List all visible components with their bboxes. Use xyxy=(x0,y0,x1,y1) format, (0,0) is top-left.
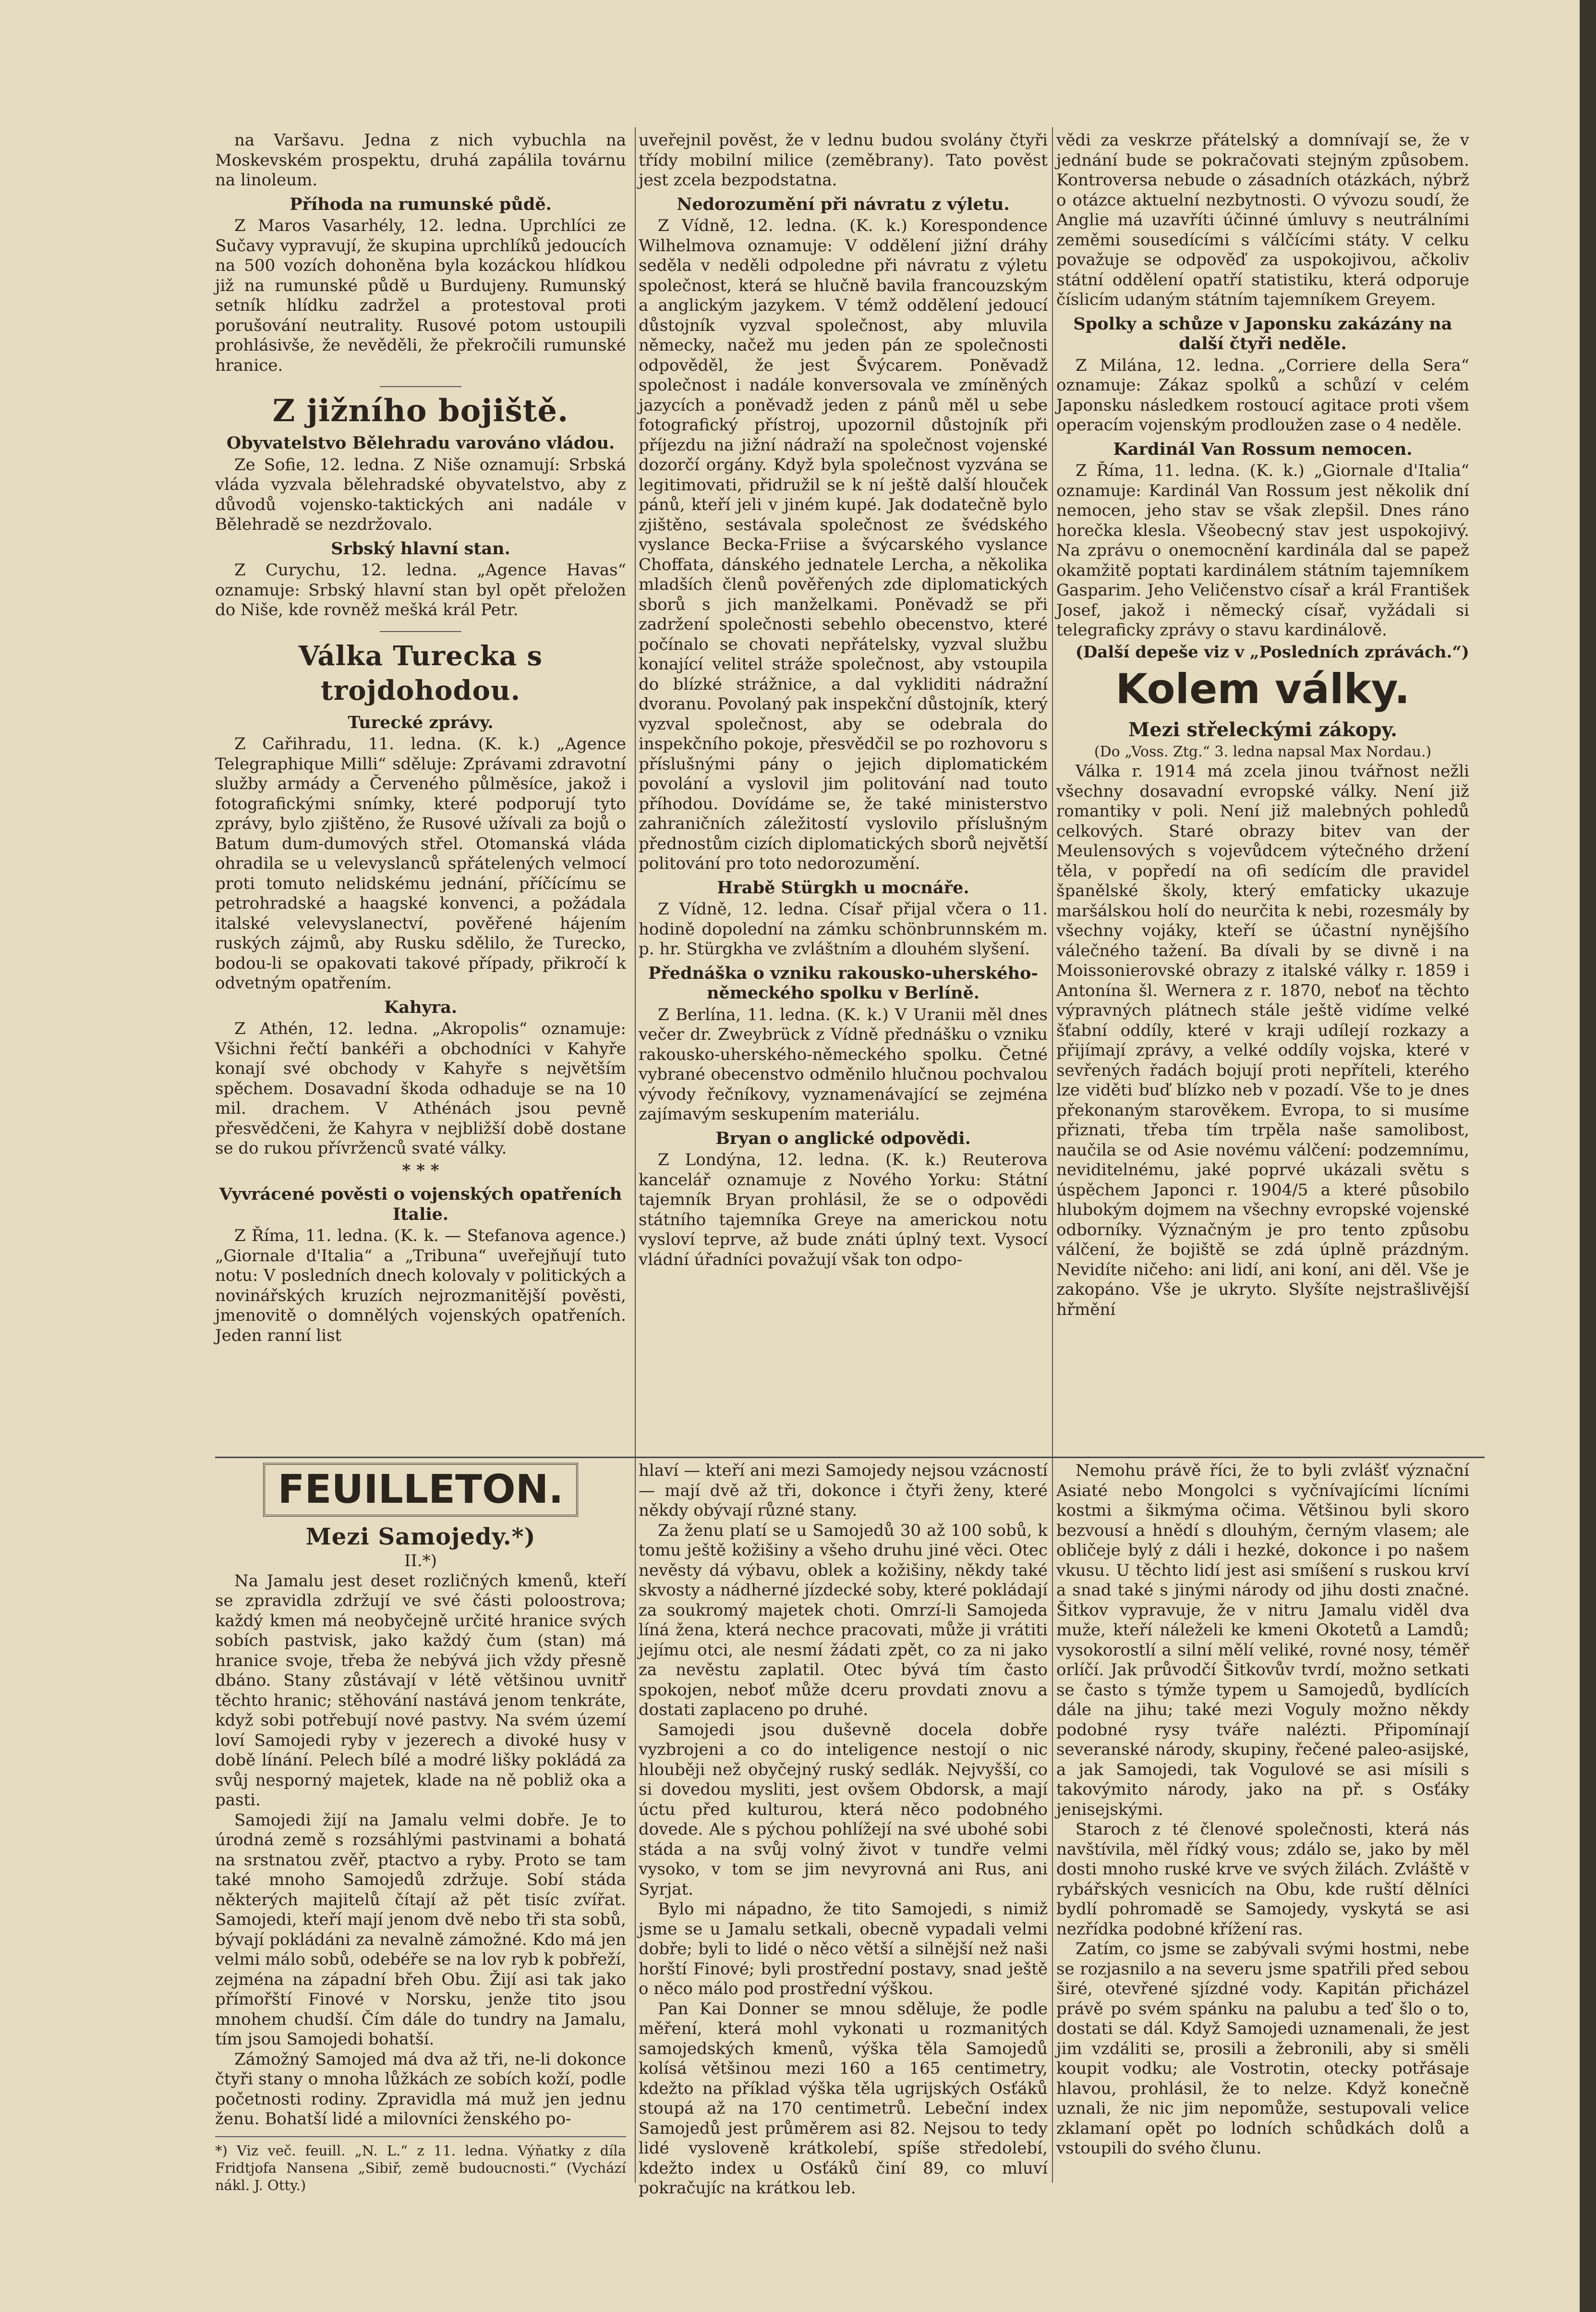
feuilleton-column-1 xyxy=(215,1461,626,2194)
heading-trenches: Mezi střeleckými zákopy. xyxy=(1128,718,1398,741)
feuilleton-paragraph-7: Bylo mi nápadno, že tito Samojedi, s nimiž jsme se u Jamalu setkali, obecně vypadali velmi dobře; byli to lidé o něco větší a silnější než naši horští Finové; byli prostřední postavy, snad ještě o něco málo pod prostřední výškou. xyxy=(639,1899,1048,1998)
divider xyxy=(380,631,461,632)
article-japan-ban: Z Milána, 12. ledna. „Corriere della Sera“ oznamuje: Zákaz spolků a schůzí v celém Japonsku následkem rostoucí agitace proti všem operacím vojenským prodloužen zase o 4 neděle. xyxy=(1056,355,1469,435)
heading-japan-ban: Spolky a schůze v Japonsku zakázány na další čtyři neděle. xyxy=(1073,314,1452,353)
article-trenches: Válka r. 1914 má zcela jinou tvářnost nežli všechny dosavadní evropské války. Není již romantiky v poli. Není již malebných pohledů celkových. Staré obrazy bitev van der Meulensových s vojevůdcem výtečného držení těla, v popředí na ofi sedícím dle pravidel španělské školy, který emfaticky ukazuje maršálskou holí do neurčita k nebi, rozesmály by všechny vojáky, kteří se účastní nynějšího válečného tažení. Ba dívali by se divně i na Moissonierovské obrazy z italské války r. 1859 i Antonína šl. Wernera z r. 1870, neboť na těchto výpravných plátnech stále ještě vidíme velké šťabní oddíly, které v kraji udílejí rozkazy a přijímají zprávy, a velké oddíly vojska, které v sevřených řadách bojují proti nepříteli, kterého lze viděti buď blízko neb v pozadí. Vše to je dnes překonaným starověkem. Evropa, to si musíme přiznati, třeba tím trpěla naše samolibost, naučila se od Asie novému válčení: podzemnímu, neviditelnému, jaké poprvé ukázali světu s úspěchem Japonci r. 1904/5 a které působilo hlubokým dojmem na všechny evropské vojenské odborníky. Význačným je pro tento způsobu válčení, že bojiště se zdá úplně prázdným. Nevidíte ničeho: ani lidí, ani koní, ani děl. Vše je zakopáno. Vše je ukryto. Slyšíte nejstrašlivější hřmění xyxy=(1056,762,1469,1319)
heading-cardinal: Kardinál Van Rossum nemocen. xyxy=(1113,439,1413,459)
feuilleton-paragraph-9: Nemohu právě říci, že to byli zvlášť význační Asiaté nebo Mongolci s vyčnívajícími lícními kostmi a šikmýma očima. Většinou byli skoro bezvousí a hnědí s dlouhým, černým vlasem; ale obličeje bylý z dáli i hezké, dokonce i po našem vkusu. U těchto lidí jest asi smíšení s ruskou krví a snad také s jinými národy od jihu dosti značné. Šitkov vypravuje, že v nitru Jamalu viděl dva muže, kteří náleželi ke kmeni Okotetů a Lamdů; vysokorostlí a silní mělí veliké, rovné nosy, téměř orlíčí. Jak průvodčí Šitkovův tvrdí, možno setkati se často s týmže typem u Samojedů, bydlících dále na jihu; také mezi Voguly možno někdy podobné rysy tváře nalézti. Připomínají severanské národy, skupiny, řečené paleo-asijské, a jak Samojedi, tak Vogulové se asi mísili s takovýmito národy, jako na př. s Osťáky jenisejskými. xyxy=(1056,1461,1469,1819)
heading-misunderstanding: Nedorozumění při návratu z výletu. xyxy=(677,194,1010,214)
section-title-southern-front: Z jižního bojiště. xyxy=(272,393,569,429)
feuilleton-paragraph-11: Zatím, co jsme se zabývali svými hostmi, nebe se rozjasnilo a na severu jsme spatřili před sebou širé, otevřené sjízdné vody. Kapitán přicházel právě po svém spánku na palubu a teď šlo o to, dostati se dál. Když Samojedi uznamenali, že jest jim vzdáliti se, prosili a žebronili, aby si směli koupit vodku; ale Vostrotin, otecky potřásaje hlavou, prohlásil, že to nelze. Když konečně uznali, že nic jim nepomůže, sestupovali velice zklamaní opět po lodních schůdkách dolů a vstoupili do svého člunu. xyxy=(1056,1939,1469,2158)
heading-berlin-lecture: Přednáška o vzniku rakousko-uherského-německého spolku v Berlíně. xyxy=(648,963,1038,1003)
column-rule-1 xyxy=(635,127,636,1458)
more-dispatches-note: (Další depeše viz v „Posledních zprávách.“) xyxy=(1075,642,1469,662)
feuilleton-paragraph-6: Samojedi jsou duševně docela dobře vyzbrojeni a co do inteligence nestojí o nic hlouběji než obyčejný ruský sedlák. Nejvyšší, co si dovedou mysliti, jest ovšem Obdorsk, a mají úctu před kulturou, která něco podobného dovede. Ale s pýchou pohlížejí na své ubohé sobi stáda a na svůj volný život v tundře velmi vysoko, v tom se jim nevyrovná ani Rus, ani Syrjat. xyxy=(639,1720,1048,1899)
feuilleton-separator-right xyxy=(1052,1457,1485,1458)
heading-belgrade-warning: Obyvatelstvo Bělehradu varováno vládou. xyxy=(226,433,615,453)
news-column-2 xyxy=(639,131,1048,1270)
section-title-turkey-war: Válka Turecka s trojdohodou. xyxy=(298,640,543,706)
feuilleton-paragraph-4: hlaví — kteří ani mezi Samojedy nejsou vzácností — mají dvě až tři, dokonce i čtyři ženy, které někdy obývají různé stany. xyxy=(639,1461,1048,1520)
article-bryan: Z Londýna, 12. ledna. (K. k.) Reuterova kancelář oznamuje z Nového Yorku: Státní tajemník Bryan prohlásil, že se o odpovědi státního tajemníka Greye na americkou notu vysloví teprve, až bude znáti úplný text. Vysocí vládní úřadníci považují však ton odpo- xyxy=(639,1150,1048,1269)
feuilleton-part: II.*) xyxy=(404,1551,437,1570)
article-berlin-lecture: Z Berlína, 11. ledna. (K. k.) V Uranii měl dnes večer dr. Zweybrück z Vídně přednášku o vzniku rakousko-uherského-německého spolku. Četné vybrané obecenstvo odměnilo hlučnou pochvalou vývody řečníkovy, vyznamenávající se zejména zajímavým seskupením materiálu. xyxy=(639,1005,1048,1124)
heading-romanian-incident: Příhoda na rumunské půdě. xyxy=(290,194,552,214)
heading-italy-rumors: Vyvrácené pověsti o vojenských opatřeních Italie. xyxy=(219,1184,622,1224)
heading-bryan: Bryan o anglické odpovědi. xyxy=(715,1128,971,1148)
feuilleton-rule-2 xyxy=(1052,1458,1053,2183)
section-title-around-war: Kolem války. xyxy=(1115,665,1410,713)
feuilleton-paragraph-1: Na Jamalu jest deset rozličných kmenů, kteří se zpravidla zdržují ve své části poloostrova; každý kmen má neobyčejně určité hranice svých sobích pastvisk, jako každý čum (stan) má hranice svoje, třeba že nebývá jich vždy přesně dbáno. Stany zůstávají v létě většinou uvnitř těchto hranic; stěhování nastává jenom tenkráte, když sobi potřebují nové pastvy. Na svém území loví Samojedi ryby v jezerech a divoké husy v době línání. Pelech bílé a modré lišky pokládá za svůj nesporný majetek, klade na ně pobliž oka a pasti. xyxy=(215,1571,626,1810)
feuilleton-rule-1 xyxy=(635,1458,636,2183)
article-serbian-hq: Z Curychu, 12. ledna. „Agence Havas“ oznamuje: Srbský hlavní stan byl opět přeložen do Niše, kde rovněž mešká král Petr. xyxy=(215,560,626,620)
feuilleton-paragraph-2: Samojedi žijí na Jamalu velmi dobře. Je to úrodná země s rozsáhlými pastvinami a bohatá na srstnatou zvěř, ptactvo a ryby. Proto se tam také mnoho Samojedů zdržuje. Sobí stáda některých majitelů čítají až pět tisíc zvířat. Samojedi, kteří mají jenom dvě nebo tři sta sobů, bývají pokládáni za nevalně zámožné. Kdo má jen velmi málo sobů, odebéře se na lov ryb k pobřeží, zejména na západní břeh Obu. Žijí asi tak jako přímořští Finové v Norsku, jenže tito jsou mnohem chudší. Čím dále do tundry na Jamalu, tím jsou Samojedi bohatší. xyxy=(215,1810,626,2049)
article-belgrade-warning: Ze Sofie, 12. ledna. Z Niše oznamují: Srbská vláda vyzvala bělehradské obyvatelstvo, aby z důvodů vojensko-taktických ani nadále v Bělehradě se nezdržovalo. xyxy=(215,455,626,534)
divider xyxy=(380,386,461,387)
article-cairo: Z Athén, 12. ledna. „Akropolis“ oznamuje: Všichni řečtí bankéři a obchodníci v Kahyře konají své obchody v Kahyře s největším spěchem. Dosavadní škoda odhaduje se na 10 mil. drachem. V Athénách jsou pevně přesvědčeni, že Kahyra v nejbližší době dostane se do rukou přívrženců svaté války. xyxy=(215,1019,626,1158)
column-rule-2 xyxy=(1052,127,1053,1458)
article-romanian-incident: Z Maros Vasarhély, 12. ledna. Uprchlíci ze Sučavy vypravují, že skupina uprchlíků jedoucích na 500 vozích dohoněna byla kozáckou hlídkou již na rumunské půdě u Burdujeny. Rumunský setník hlídku zadržel a protestoval proti porušování neutrality. Rusové potom ustoupili prohlásivše, že nevěděli, že překročili rumunské hranice. xyxy=(215,216,626,375)
feuilleton-paragraph-10: Staroch z té členové společnosti, která nás navštívila, měl řídký vous; zdálo se, jako by měl dosti mnoho ruské krve ve svých žilách. Zvláště v rybářských vesnicích na Obu, kde ruští dělníci bydlí pohromadě se Samojedy, vyskytá se asi nezřídka podobné křížení ras. xyxy=(1056,1820,1469,1939)
feuilleton-paragraph-3: Zámožný Samojed má dva až tři, ne-li dokonce čtyři stany o mnoha lůžkách ze sobích koží, podle početnosti rodiny. Zpravidla má muž jen jednu ženu. Bohatší lidé a milovníci ženského po- xyxy=(215,2049,626,2129)
article-turkish-reports: Z Cařihradu, 11. ledna. (K. k.) „Agence Telegraphique Milli“ sděluje: Zprávami zdravotní služby armády a Červeného půlměsíce, jakož i fotografickými snímky, které podporují tyto zprávy, bylo zjištěno, že Rusové užívali za bojů o Batum dum-dumových střel. Otomanská vláda ohradila se u velevyslanců spřátelených velmocí proti tomuto nelidskému jednání, příčícímu se petrohradské a haagské konvenci, a požádala italské velevyslanectví, pověřené hájením ruských zájmů, aby Rusku sdělilo, že Turecko, bodou-li se opakovati takové případy, přikročí k odvetným opatřením. xyxy=(215,734,626,993)
heading-stuergkh: Hrabě Stürgkh u mocnáře. xyxy=(717,877,969,898)
feuilleton-banner: FEUILLETON. xyxy=(263,1463,578,1517)
feuilleton-paragraph-8: Pan Kai Donner se mnou sděluje, že podle měření, která mohl vykonati u rozmanitých samojedských kmenů, výška těla Samojedů kolísá většinou mezi 160 a 165 centimetry, kdežto na příklad výška těla ugrijských Osťáků stoupá až na 170 centimetrů. Lebeční index Samojedů jest průměrem asi 82. Nejsou to tedy lidé vysloveně krátkolebí, spíše středolebí, kdežto index u Osťáků činí 89, co mluví pokračujíc na krátkou leb. xyxy=(639,1999,1048,2198)
column1-intro: na Varšavu. Jedna z nich vybuchla na Moskevském prospektu, druhá zapálila továrnu na linoleum. xyxy=(215,131,626,190)
feuilleton-separator-left xyxy=(215,1457,1052,1458)
article-stuergkh: Z Vídně, 12. ledna. Císař přijal včera o 11. hodině dopolední na zámku schönbrunnském m. p. hr. Stürgkha ve zvláštním a dlouhém slyšení. xyxy=(639,900,1048,959)
feuilleton-footnote: *) Viz več. feuill. „N. L.“ z 11. ledna. Výňatky z díla Fridtjofa Nansena „Sibiř, země budoucnosti.“ (Vychází nákl. J. Otty.) xyxy=(215,2136,626,2194)
feuilleton-paragraph-5: Za ženu platí se u Samojedů 30 až 100 sobů, k tomu ještě kožišiny a všeho druhu jiné věci. Otec nevěsty dá výbavu, oblek a kožišiny, někdy také skvosty a nádherné jízdecké soby, které pokládají za soukromý majetek choti. Omrzí-li Samojeda líná žena, která nechce pracovati, může ji vrátiti jejímu otci, ale nesmí žádati zpět, co za ni jako za nevěstu zaplatil. Otec bývá tím často spokojen, neboť může dceru provdati znovu a dostati zaplaceno po druhé. xyxy=(639,1521,1048,1719)
feuilleton-column-3 xyxy=(1056,1461,1469,2159)
column2-intro: uveřejnil pověst, že v lednu budou svolány čtyři třídy mobilní milice (zeměbrany). Tato pověst jest zcela bezpodstatna. xyxy=(639,131,1048,190)
news-column-3 xyxy=(1056,131,1469,1320)
article-cardinal: Z Říma, 11. ledna. (K. k.) „Giornale d'Italia“ oznamuje: Kardinál Van Rossum jest několik dní nemocen, jeho stav se však zlepšil. Dnes ráno horečka klesla. Všeobecný stav jest uspokojivý. Na zprávu o onemocnění kardinála dal se papež okamžitě poptati kardinálem státním tajemníkem Gasparim. Jeho Veličenstvo císař a král František Josef, jakož i německý císař, vyžádali si telegraficky zprávy o stavu kardinálově. xyxy=(1056,461,1469,640)
heading-cairo: Kahyra. xyxy=(384,997,458,1017)
heading-turkish-reports: Turecké zprávy. xyxy=(348,712,494,732)
page-edge xyxy=(1580,0,1596,2312)
heading-serbian-hq: Srbský hlavní stan. xyxy=(331,538,510,559)
feuilleton-column-2 xyxy=(639,1461,1048,2199)
article-misunderstanding: Z Vídně, 12. ledna. (K. k.) Korespondence Wilhelmova oznamuje: V oddělení jižní dráhy seděla v neděli odpoledne při návratu z výletu společnost, která se hlučně bavila francouzským a anglickým jazykem. V témž oddělení jedoucí důstojník vyzval společnost, aby mluvila německy, načež mu jeden pán ze společnosti odpověděl, že jest Švýcarem. Poněvadž společnost i nadále konversovala ve zmíněných jazycích a poněvadž jeden z pánů měl u sebe fotografický přístroj, upozornil důstojník při příjezdu na jižní nádraží na společnost vojenské dozorčí orgány. Když byla společnost vyzvána se legitimovati, přidružil se k ní ještě další hlouček pánů, kteří jeli v jiném kupé. Jak dodatečně bylo zjištěno, sestávala společnost ze švédského vyslance Becka-Friise a švýcarského vyslance Choffata, dánského jednatele Lercha, a několika mladších členů pověřených zde diplomatických sborů s jich manželkami. Poněvadž se při zadržení společnosti sebehlo obecenstvo, které počínalo se chovati nepřátelsky, vyzval službu konající velitel stráže společnost, aby vstoupila do blízké strážnice, a dal vykliditi nádražní dvoranu. Povolaný pak inspekční důstojník, který vyzval společnost, aby se odebrala do inspekčního pokoje, přesvědčil se po rozhovoru s příslušnými pány o jejich diplomatickém povolání a vyslovil jim politování nad touto příhodou. Dovídáme se, že také ministerstvo zahraničních záležitostí vyslovilo příslušným přednostům cizích diplomatických sborů největší politování pro toto nedorozumění. xyxy=(639,216,1048,873)
article-italy-rumors: Z Říma, 11. ledna. (K. k. — Stefanova agence.) „Giornale d'Italia“ a „Tribuna“ uveřejňují tuto notu: V posledních dnech kolovaly v politických a novinářských kruzích nejrozmanitější pověsti, jmenovitě o domnělých vojenských opatřeních. Jeden ranní list xyxy=(215,1226,626,1345)
trenches-byline: (Do „Voss. Ztg.“ 3. ledna napsal Max Nordau.) xyxy=(1094,743,1432,760)
column3-intro: vědi za veskrze přátelský a domnívají se, že v jednání bude se pokračovati stejným způsobem. Kontroversa nebude o zásadních otázkách, nýbrž o otázce aktuelní nezbytnosti. O vývozu soudí, že Anglie má uzavříti účinné úmluvy s neutrálními zeměmi sousedícími s válčícími státy. V celku považuje se odpověď za uspokojivou, ačkoliv státní oddělení opatří statistiku, která odporuje číslicím udaným státním tajemníkem Greyem. xyxy=(1056,131,1469,309)
asterism: * * * xyxy=(402,1160,439,1180)
news-column-1 xyxy=(215,131,626,1346)
feuilleton-title: Mezi Samojedy.*) xyxy=(305,1523,536,1550)
